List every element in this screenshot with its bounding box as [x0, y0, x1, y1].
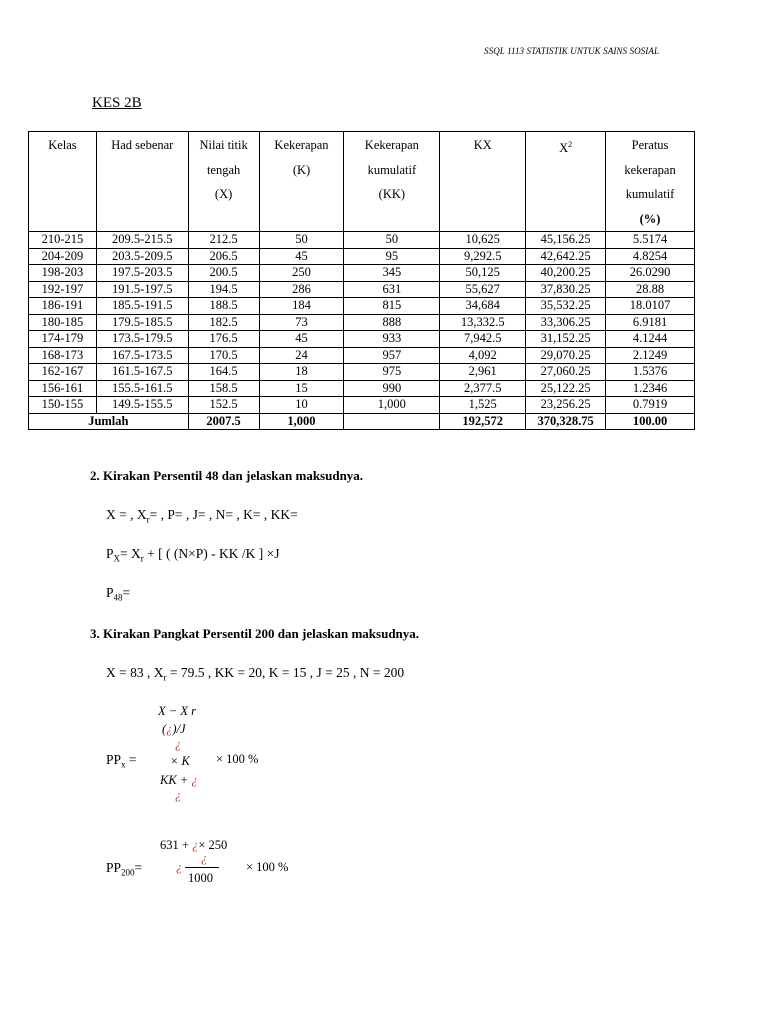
cell-pct: 1.2346: [606, 380, 695, 397]
f1-line3: ¿: [175, 737, 182, 751]
cell-kelas: 156-161: [29, 380, 97, 397]
cell-kelas: 150-155: [29, 397, 97, 414]
cell-x: 170.5: [188, 347, 259, 364]
cell-pct: 1.5376: [606, 364, 695, 381]
f1-line5b: ¿: [191, 773, 198, 787]
cell-k: 10: [259, 397, 344, 414]
table-body: [29, 232, 695, 414]
cell-k: 45: [259, 248, 344, 265]
q2-formula-lhs-sub: X: [113, 553, 121, 564]
q2-vars-sub: r: [146, 514, 150, 525]
cell-had-sebenar: 161.5-167.5: [96, 364, 188, 381]
col-x-squared: $X^2$: [526, 132, 606, 232]
table-row: [29, 248, 695, 265]
cell-had-sebenar: 191.5-197.5: [96, 281, 188, 298]
cell-kk: 50: [344, 232, 440, 249]
cell-kelas: 180-185: [29, 314, 97, 331]
cell-pct: 6.9181: [606, 314, 695, 331]
cell-kk: 957: [344, 347, 440, 364]
col-kelas: Kelas: [29, 132, 97, 232]
cell-x2: 33,306.25: [526, 314, 606, 331]
total-x: 2007.5: [188, 413, 259, 430]
col-kekerapan-kumulatif: Kekerapan kumulatif (KK): [344, 132, 440, 232]
cell-kk: 345: [344, 265, 440, 282]
cell-x: 188.5: [188, 298, 259, 315]
col-nilai-titik-tengah: Nilai titik tengah (X): [188, 132, 259, 232]
q3-vars-b: = 79.5 , KK = 20, K = 15 , J = 25 , N = 200: [166, 665, 405, 680]
total-x2: 370,328.75: [526, 413, 606, 430]
cell-kelas: 204-209: [29, 248, 97, 265]
pp-x-eq: =: [125, 752, 137, 767]
cell-pct: 2.1249: [606, 347, 695, 364]
cell-x2: 40,200.25: [526, 265, 606, 282]
question-2-title: 2. Kirakan Persentil 48 dan jelaskan maksudnya.: [90, 468, 364, 483]
cell-pct: 18.0107: [606, 298, 695, 315]
cell-k: 24: [259, 347, 344, 364]
q2-p48-sub: 48: [113, 592, 123, 603]
pp200-name: PP: [106, 860, 122, 875]
cell-pct: 26.0290: [606, 265, 695, 282]
q2-vars-b: = , P= , J= , N= , K= , KK=: [149, 507, 298, 522]
cell-x: 182.5: [188, 314, 259, 331]
cell-pct: 4.8254: [606, 248, 695, 265]
q2-variables: [106, 507, 298, 525]
cell-kx: 2,377.5: [440, 380, 526, 397]
cell-had-sebenar: 197.5-203.5: [96, 265, 188, 282]
q2-p48-eq: =: [122, 585, 131, 600]
cell-x2: 27,060.25: [526, 364, 606, 381]
cell-k: 184: [259, 298, 344, 315]
cell-kk: 95: [344, 248, 440, 265]
f1-line2: [162, 722, 186, 737]
col-kekerapan: Kekerapan (K): [259, 132, 344, 232]
cell-kx: 34,684: [440, 298, 526, 315]
f1-line2a: (: [162, 722, 167, 736]
cell-kk: 815: [344, 298, 440, 315]
f2-line1a: 631 +: [160, 838, 189, 852]
cell-kk: 990: [344, 380, 440, 397]
total-k: 1,000: [259, 413, 344, 430]
table-row: [29, 364, 695, 381]
cell-x: 194.5: [188, 281, 259, 298]
cell-kelas: 168-173: [29, 347, 97, 364]
total-kk: [344, 413, 440, 430]
cell-kx: 2,961: [440, 364, 526, 381]
col-peratus: Peratus kekerapan kumulatif (%): [606, 132, 695, 232]
pp200-label: [106, 860, 142, 878]
cell-k: 15: [259, 380, 344, 397]
cell-had-sebenar: 209.5-215.5: [96, 232, 188, 249]
cell-kk: 1,000: [344, 397, 440, 414]
table-row: [29, 298, 695, 315]
cell-k: 18: [259, 364, 344, 381]
pp200-eq: =: [134, 860, 143, 875]
cell-x2: 45,156.25: [526, 232, 606, 249]
cell-x2: 35,532.25: [526, 298, 606, 315]
total-pct: 100.00: [606, 413, 695, 430]
cell-kk: 631: [344, 281, 440, 298]
cell-pct: 4.1244: [606, 331, 695, 348]
q2-formula: [106, 546, 279, 564]
q3-variables: [106, 665, 404, 683]
f2-percent: × 100 %: [246, 860, 289, 874]
f1-percent: × 100 %: [216, 752, 259, 766]
cell-k: 45: [259, 331, 344, 348]
page-header: SSQL 1113 STATISTIK UNTUK SAINS SOSIAL: [484, 46, 660, 56]
cell-k: 73: [259, 314, 344, 331]
f1-line5a: KK +: [160, 773, 189, 787]
cell-kk: 975: [344, 364, 440, 381]
cell-pct: 5.5174: [606, 232, 695, 249]
q2-p48-label: P: [106, 585, 114, 600]
cell-kk: 933: [344, 331, 440, 348]
f1-numerator: X − X r: [158, 704, 196, 718]
cell-x2: 37,830.25: [526, 281, 606, 298]
cell-x: 176.5: [188, 331, 259, 348]
cell-x: 158.5: [188, 380, 259, 397]
pp200-sub: 200: [121, 867, 135, 878]
table-row: [29, 331, 695, 348]
cell-had-sebenar: 167.5-173.5: [96, 347, 188, 364]
cell-had-sebenar: 185.5-191.5: [96, 298, 188, 315]
q2-formula-rest: + [ ( (N×P) - KK /K ] ×J: [143, 546, 280, 561]
case-title: KES 2B: [92, 95, 142, 111]
f1-line2c: )/J: [172, 722, 186, 736]
pp-x-sub: x: [121, 759, 126, 770]
table-row: [29, 314, 695, 331]
q2-p48: [106, 585, 130, 603]
cell-kx: 10,625: [440, 232, 526, 249]
cell-k: 286: [259, 281, 344, 298]
cell-kelas: 162-167: [29, 364, 97, 381]
cell-kelas: 210-215: [29, 232, 97, 249]
cell-x2: 29,070.25: [526, 347, 606, 364]
q2-formula-mid: = X: [120, 546, 141, 561]
cell-had-sebenar: 149.5-155.5: [96, 397, 188, 414]
cell-kelas: 174-179: [29, 331, 97, 348]
f2-fraction-bar: [185, 867, 219, 868]
cell-x: 152.5: [188, 397, 259, 414]
f1-line5: [160, 773, 198, 788]
col-had-sebenar: Had sebenar: [96, 132, 188, 232]
f2-line1b: ¿: [192, 838, 199, 852]
cell-kx: 50,125: [440, 265, 526, 282]
cell-x2: 31,152.25: [526, 331, 606, 348]
cell-x2: 42,642.25: [526, 248, 606, 265]
cell-had-sebenar: 173.5-179.5: [96, 331, 188, 348]
f1-line2b: ¿: [166, 722, 173, 736]
table-row: [29, 347, 695, 364]
cell-kx: 1,525: [440, 397, 526, 414]
f2-numerator: [160, 838, 227, 853]
q3-vars-a: X = 83 , X: [106, 665, 164, 680]
cell-had-sebenar: 203.5-209.5: [96, 248, 188, 265]
f1-line4: × K: [170, 754, 190, 768]
cell-pct: 0.7919: [606, 397, 695, 414]
q3-vars-sub: r: [163, 672, 167, 683]
cell-kelas: 192-197: [29, 281, 97, 298]
cell-x2: 23,256.25: [526, 397, 606, 414]
table-row: [29, 380, 695, 397]
table-header-row: [29, 132, 695, 232]
f2-denominator: 1000: [188, 871, 213, 885]
cell-x: 212.5: [188, 232, 259, 249]
table-row: [29, 397, 695, 414]
f2-line1c: × 250: [198, 838, 228, 852]
pp-x-label: [106, 752, 137, 770]
cell-kx: 13,332.5: [440, 314, 526, 331]
cell-k: 50: [259, 232, 344, 249]
frequency-table: [28, 131, 695, 430]
table-total-row: [29, 413, 695, 430]
total-label: Jumlah: [29, 413, 189, 430]
cell-x2: 25,122.25: [526, 380, 606, 397]
cell-x: 164.5: [188, 364, 259, 381]
cell-kx: 7,942.5: [440, 331, 526, 348]
table-row: [29, 265, 695, 282]
total-kx: 192,572: [440, 413, 526, 430]
pp-x-name: PP: [106, 752, 122, 767]
cell-kx: 9,292.5: [440, 248, 526, 265]
cell-had-sebenar: 179.5-185.5: [96, 314, 188, 331]
table-row: [29, 232, 695, 249]
col-kx: KX: [440, 132, 526, 232]
table-row: [29, 281, 695, 298]
cell-pct: 28.88: [606, 281, 695, 298]
cell-x: 206.5: [188, 248, 259, 265]
cell-k: 250: [259, 265, 344, 282]
f1-line6: ¿: [175, 788, 182, 802]
cell-kx: 55,627: [440, 281, 526, 298]
cell-kelas: 198-203: [29, 265, 97, 282]
cell-kk: 888: [344, 314, 440, 331]
f2-line2: ¿: [201, 851, 208, 865]
q2-formula-mid-sub: r: [140, 553, 144, 564]
cell-kx: 4,092: [440, 347, 526, 364]
question-3-title: 3. Kirakan Pangkat Persentil 200 dan jelaskan maksudnya.: [90, 626, 420, 641]
q2-vars-a: X = , X: [106, 507, 147, 522]
cell-had-sebenar: 155.5-161.5: [96, 380, 188, 397]
f2-left-symbol: ¿: [176, 860, 183, 874]
cell-kelas: 186-191: [29, 298, 97, 315]
cell-x: 200.5: [188, 265, 259, 282]
q2-formula-lhs: P: [106, 546, 114, 561]
